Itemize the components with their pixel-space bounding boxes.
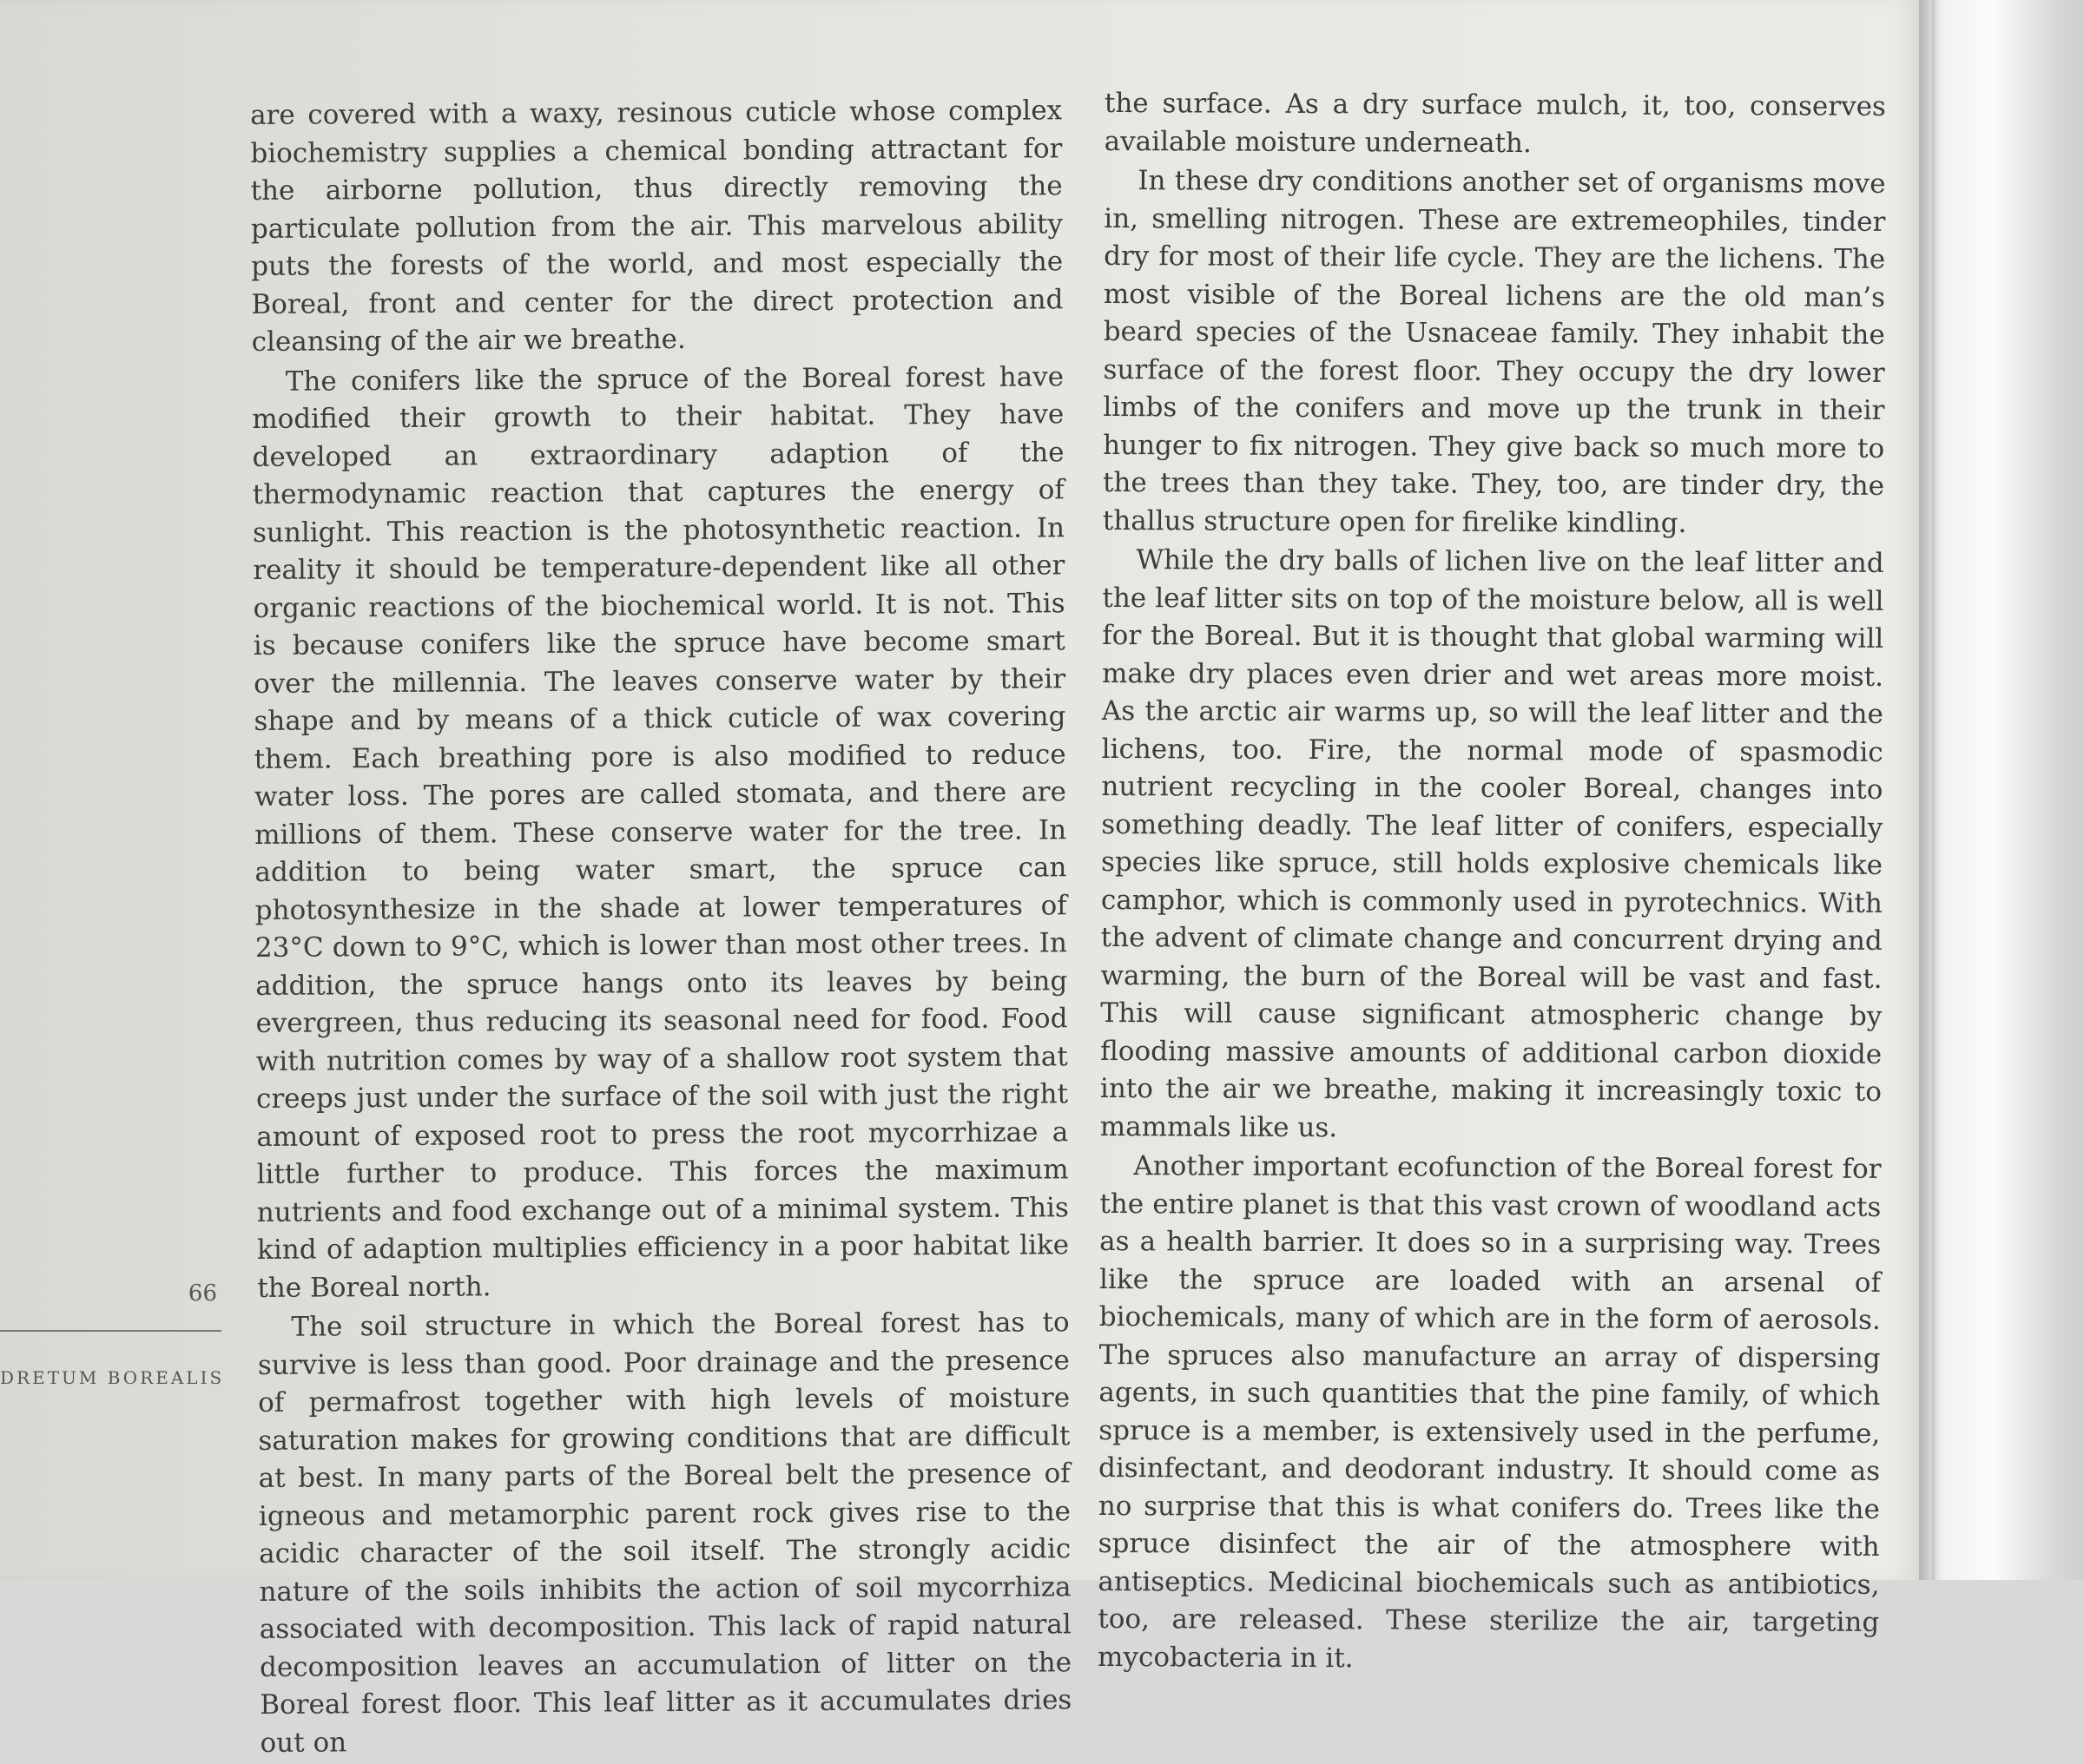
running-head: DRETUM BOREALIS (0, 1367, 225, 1388)
paragraph-left-3: The soil structure in which the Boreal forest has to survive is less than good. Poor drainage and the presence of permafrost together with high levels of moisture saturation makes for growing conditions that are difficult at best. In many parts of the Boreal belt the presence of igneous and metamorphic parent rock gives rise to the acidic character of the soil itself. The strongly acidic nature of the soils inhibits the action of soil mycorrhiza associated with decomposition. This lack of rapid natural decomposition leaves an accumulation of litter on the Boreal forest floor. This leaf litter as it accumulates dries out on (257, 1307, 1072, 1759)
paragraph-right-4: Another important ecofunction of the Boreal forest for the entire planet is that this vast crown of woodland acts as a health barrier. It does so in a surprising way. Trees like the spruce are loaded with an arsenal of biochemicals, many of which are in the form of aerosols. The spruces also manufacture an array of dispersing agents, in such quantities that the pine family, of which spruce is a member, is extensively used in the perfume, disinfectant, and deodorant industry. It should come as no surprise that this is what conifers do. Trees like the spruce disinfect the air of the atmosphere with antiseptics. Medicinal biochemicals such as antibiotics, too, are released. These sterilize the air, targeting mycobacteria in it. (1098, 1150, 1882, 1674)
book-gutter (1919, 0, 2084, 1580)
page-number: 66 (188, 1280, 217, 1307)
right-text-column (1098, 85, 1886, 1682)
running-head-rule (0, 1330, 221, 1332)
paragraph-left-1: are covered with a waxy, resinous cuticle whose complex biochemistry supplies a chemical bonding attractant for the airborne pollution, thus directly removing the particulate pollution from the air. This marvelous ability puts the forests of the world, and most especially the Boreal, front and center for the direct protection and cleansing of the air we breathe. (250, 95, 1064, 358)
paragraph-right-2: In these dry conditions another set of organisms move in, smelling nitrogen. These are extremeophiles, tinder dry for most of their life cycle. They are the lichens. The most visible of the Boreal lichens are the old man’s beard species of the Usnaceae family. They inhabit the surface of the forest floor. They occupy the dry lower limbs of the conifers and move up the trunk in their hunger to fix nitrogen. They give back so much more to the trees than they take. They, too, are tinder dry, the thallus structure open for firelike kindling. (1102, 165, 1886, 539)
paragraph-right-1: the surface. As a dry surface mulch, it, too, conserves available moisture underneath. (1104, 87, 1886, 159)
gutter-shadow (1932, 0, 1937, 1580)
paragraph-left-2: The conifers like the spruce of the Boreal forest have modified their growth to their habitat. They have developed an extraordinary adaption of the thermodynamic reaction that captures the energy of sunlight. This reaction is the photosynthetic reaction. In reality it should be temperature-dependent like all other organic reactions of the biochemical world. It is not. This is because conifers like the spruce have become smart over the millennia. The leaves conserve water by their shape and by means of a thick cuticle of wax covering them. Each breathing pore is also modified to reduce water loss. The pores are called stomata, and there are millions of them. These conserve water for the tree. In addition to being water smart, the spruce can photosynthesize in the shade at lower temperatures of 23°C down to 9°C, which is lower than most other trees. In addition, the spruce hangs onto its leaves by being evergreen, thus reducing its seasonal need for food. Food with nutrition comes by way of a shallow root system that creeps just under the surface of the soil with just the right amount of exposed root to press the root mycorrhizae a little further to produce. This forces the maximum nutrients and food exchange out of a minimal system. This kind of adaption multiplies efficiency in a poor habitat like the Boreal north. (252, 360, 1070, 1304)
paragraph-right-3: While the dry balls of lichen live on the leaf litter and the leaf litter sits on top of the moisture below, all is well for the Boreal. But it is thought that global warming will make dry places even drier and wet areas more moist. As the arctic air warms up, so will the leaf litter and the lichens, too. Fire, the normal mode of spasmodic nutrient recycling in the cooler Boreal, changes into something deadly. The leaf litter of conifers, especially species like spruce, still holds explosive chemicals like camphor, which is commonly used in pyrotechnics. With the advent of climate change and concurrent drying and warming, the burn of the Boreal will be vast and fast. This will cause significant atmospheric change by flooding massive amounts of additional carbon dioxide into the air we breathe, making it increasingly toxic to mammals like us. (1099, 544, 1884, 1143)
left-text-column (250, 92, 1072, 1764)
